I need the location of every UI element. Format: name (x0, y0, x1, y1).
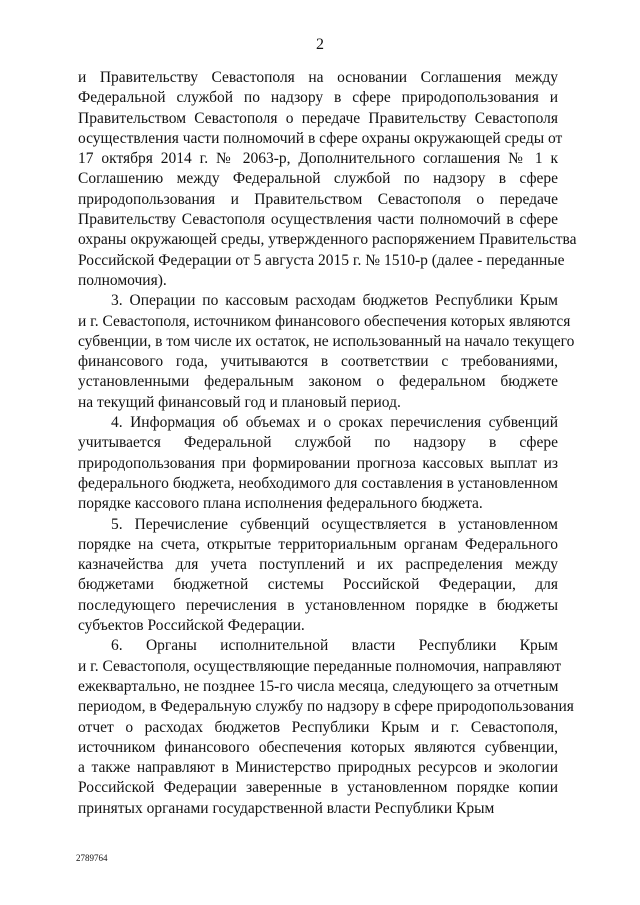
text-line: природопользования и Правительством Севастополя о передаче (78, 190, 558, 208)
text-line: федерального бюджета, необходимого для составления в установленном (78, 474, 558, 492)
text-line: субвенции, в том числе их остаток, не использованный на начало текущего (78, 332, 575, 350)
text-line: учитывается Федеральной службой по надзору в сфере (78, 434, 558, 452)
text-line: Федеральной службой по надзору в сфере природопользования и (78, 89, 558, 107)
text-line: Правительству Севастополя осуществления части полномочий в сфере (78, 211, 558, 229)
text-line: полномочия). (78, 271, 167, 289)
text-line: источником финансового обеспечения которых являются субвенции, (78, 738, 558, 756)
text-line: осуществления части полномочий в сфере охраны окружающей среды от (78, 129, 563, 147)
text-line: Правительством Севастополя о передаче Правительству Севастополя (78, 109, 558, 127)
text-line: ежеквартально, не позднее 15-го числа месяца, следующего за отчетным (78, 677, 559, 695)
text-line: порядке кассового плана исполнения федерального бюджета. (78, 495, 483, 513)
document-body (78, 68, 577, 819)
text-line: и Правительству Севастополя на основании Соглашения между (78, 69, 558, 86)
text-line: на текущий финансовый год и плановый период. (78, 393, 401, 411)
text-line: отчет о расходах бюджетов Республики Крым и г. Севастополя, (78, 718, 558, 736)
document-code: 2789764 (76, 853, 108, 863)
text-line: и г. Севастополя, источником финансового обеспечения которых являются (78, 312, 571, 330)
page-number: 2 (316, 36, 324, 53)
text-line: 3. Операции по кассовым расходам бюджетов Республики Крым (111, 292, 558, 310)
text-line: 5. Перечисление субвенций осуществляется в установленном (111, 515, 558, 533)
text-line: Соглашению между Федеральной службой по надзору в сфере (78, 170, 558, 188)
text-line: а также направляют в Министерство природных ресурсов и экологии (78, 759, 558, 777)
text-line: принятых органами государственной власти Республики Крым (78, 799, 495, 817)
text-line: 4. Информация об объемах и о сроках перечисления субвенций (111, 414, 558, 432)
paragraph (78, 413, 558, 514)
text-line: 6. Органы исполнительной власти Республики Крым (111, 637, 558, 655)
text-line: природопользования при формировании прогноза кассовых выплат из (78, 454, 558, 472)
paragraph (78, 291, 575, 413)
paragraph (78, 636, 574, 819)
text-line: порядке на счета, открытые территориальным органам Федерального (78, 535, 558, 553)
text-line: и г. Севастополя, осуществляющие переданные полномочия, направляют (78, 657, 562, 675)
paragraph (78, 68, 577, 291)
text-line: установленными федеральным законом о федеральном бюджете (78, 373, 558, 391)
paragraph (78, 515, 558, 637)
text-line: бюджетами бюджетной системы Российской Федерации, для (78, 576, 558, 594)
text-line: периодом, в Федеральную службу по надзору в сфере природопользования (78, 698, 574, 716)
text-line: 17 октября 2014 г. № 2063-р, Дополнительного соглашения № 1 к (78, 150, 558, 168)
text-line: Российской Федерации от 5 августа 2015 г. № 1510-р (далее - переданные (78, 251, 565, 269)
text-line: охраны окружающей среды, утвержденного распоряжением Правительства (78, 231, 577, 249)
text-line: Российской Федерации заверенные в установленном порядке копии (78, 779, 558, 797)
text-line: финансового года, учитываются в соответствии с требованиями, (78, 353, 558, 371)
text-line: казначейства для учета поступлений и их распределения между (78, 556, 558, 574)
text-line: субъектов Российской Федерации. (78, 617, 305, 635)
text-line: последующего перечисления в установленном порядке в бюджеты (78, 596, 558, 614)
